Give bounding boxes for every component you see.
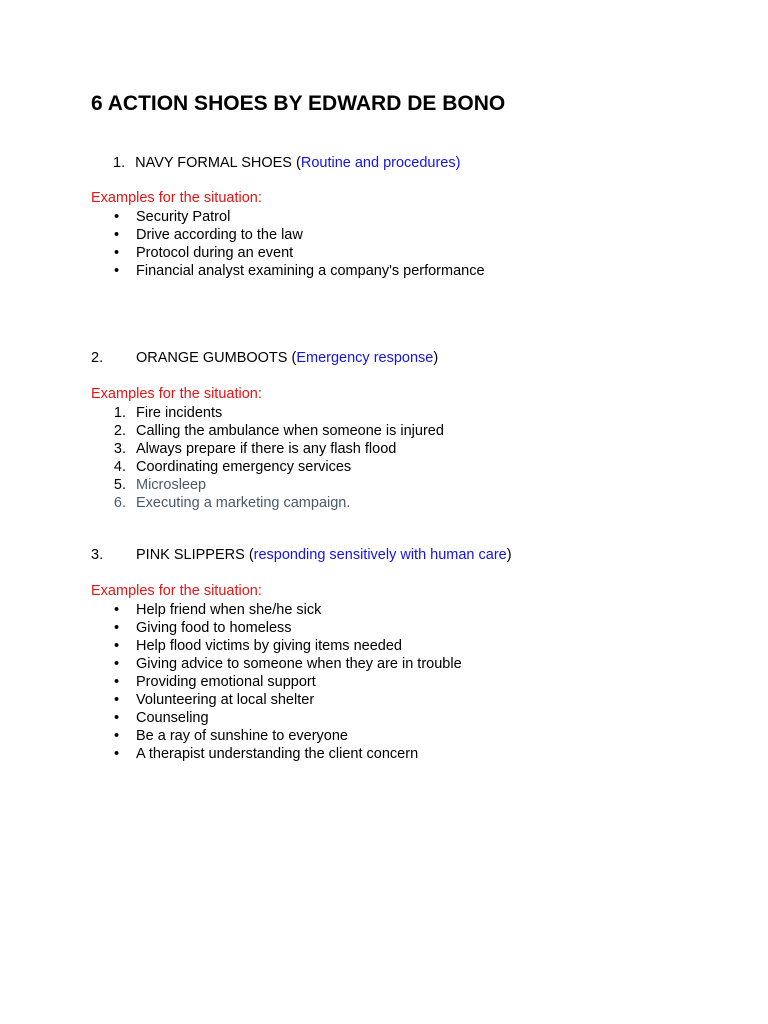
examples-label: Examples for the situation:: [91, 583, 262, 599]
list-item-text: A therapist understanding the client concern: [136, 746, 419, 762]
section-number: 1.: [113, 155, 126, 171]
document-title: 6 ACTION SHOES BY EDWARD DE BONO: [91, 92, 506, 115]
bullet-marker: •: [114, 674, 120, 690]
number-marker: 6.: [113, 495, 126, 511]
bullet-marker: •: [114, 209, 120, 225]
section-name: NAVY FORMAL SHOES: [135, 155, 292, 171]
number-marker: 1.: [113, 405, 126, 421]
list-item-text: Security Patrol: [136, 209, 231, 225]
section-name: PINK SLIPPERS: [136, 547, 245, 563]
list-item-text: Giving food to homeless: [136, 620, 292, 636]
section-heading-text: [136, 350, 438, 366]
list-item: [0, 458, 700, 476]
list-item-text: Protocol during an event: [136, 245, 294, 261]
number-marker: 4.: [113, 459, 126, 475]
list-item-text: Drive according to the law: [136, 227, 303, 243]
open-paren: (: [291, 155, 301, 171]
list-item-text: Volunteering at local shelter: [136, 692, 315, 708]
list-item-text: Calling the ambulance when someone is injured: [136, 423, 444, 439]
list-item: [0, 476, 700, 494]
bullet-marker: •: [114, 746, 120, 762]
section-name: ORANGE GUMBOOTS: [136, 350, 288, 366]
examples-list: [0, 208, 700, 280]
examples-label: Examples for the situation:: [91, 386, 262, 402]
list-item: [0, 262, 700, 280]
section-heading: [91, 547, 512, 563]
section-heading-text: [136, 547, 512, 563]
section-heading: [91, 350, 439, 366]
list-item-text: Help friend when she/he sick: [136, 602, 322, 618]
bullet-marker: •: [114, 656, 120, 672]
close-paren: ): [506, 547, 512, 563]
bullet-marker: •: [114, 245, 120, 261]
bullet-marker: •: [114, 638, 120, 654]
section-number: 3.: [91, 547, 104, 563]
close-paren: ): [433, 350, 439, 366]
list-item-text: Giving advice to someone when they are in trouble: [136, 656, 462, 672]
list-item: [0, 208, 700, 226]
list-item: [0, 404, 700, 422]
section-subtitle: Emergency response: [296, 350, 434, 366]
list-item: [0, 619, 700, 637]
list-item-text: Fire incidents: [136, 405, 223, 421]
examples-list: [0, 601, 700, 763]
number-marker: 5.: [113, 477, 126, 493]
list-item-text: Coordinating emergency services: [136, 459, 352, 475]
open-paren: (: [287, 350, 297, 366]
list-item-text: Be a ray of sunshine to everyone: [136, 728, 348, 744]
section-heading: [113, 155, 460, 171]
bullet-marker: •: [114, 728, 120, 744]
section-number: 2.: [91, 350, 104, 366]
list-item: [0, 727, 700, 745]
bullet-marker: •: [114, 620, 120, 636]
section-subtitle: Routine and procedures): [300, 155, 461, 171]
list-item: [0, 226, 700, 244]
examples-label: Examples for the situation:: [91, 190, 262, 206]
list-item-text: Executing a marketing campaign.: [136, 495, 351, 511]
list-item-text: Financial analyst examining a company's performance: [136, 263, 485, 279]
list-item-text: Counseling: [136, 710, 209, 726]
list-item: [0, 494, 700, 512]
list-item: [0, 440, 700, 458]
list-item: [0, 244, 700, 262]
list-item: [0, 709, 700, 727]
list-item: [0, 745, 700, 763]
bullet-marker: •: [114, 263, 120, 279]
examples-list: [0, 404, 700, 512]
list-item-text: Microsleep: [136, 477, 207, 493]
bullet-marker: •: [114, 227, 120, 243]
list-item: [0, 655, 700, 673]
list-item: [0, 673, 700, 691]
bullet-marker: •: [114, 710, 120, 726]
open-paren: (: [244, 547, 254, 563]
list-item-text: Always prepare if there is any flash flood: [136, 441, 397, 457]
number-marker: 2.: [113, 423, 126, 439]
bullet-marker: •: [114, 602, 120, 618]
list-item-text: Providing emotional support: [136, 674, 316, 690]
list-item: [0, 601, 700, 619]
bullet-marker: •: [114, 692, 120, 708]
list-item: [0, 422, 700, 440]
list-item-text: Help flood victims by giving items needed: [136, 638, 402, 654]
number-marker: 3.: [113, 441, 126, 457]
section-subtitle: responding sensitively with human care: [253, 547, 507, 563]
list-item: [0, 691, 700, 709]
list-item: [0, 637, 700, 655]
